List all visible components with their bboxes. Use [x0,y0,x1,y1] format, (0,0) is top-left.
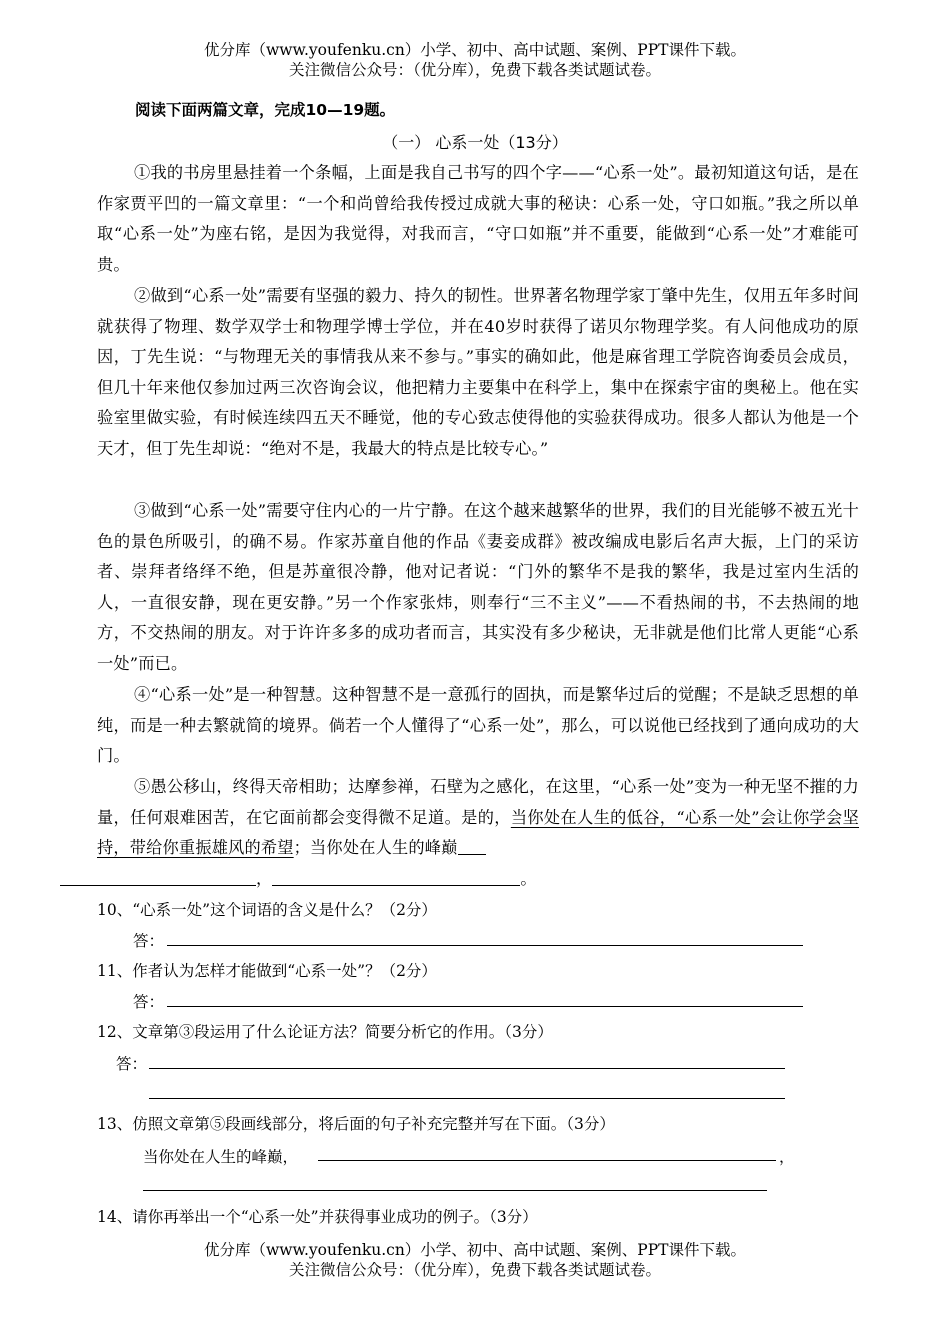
answer-label-10: 答： [133,932,165,950]
footer-line-2: 关注微信公众号：（优分库），免费下载各类试题试卷。 [288,1261,661,1279]
answer-line-13a[interactable] [318,1160,776,1161]
paragraph-3: ③做到“心系一处”需要守住内心的一片宁静。在这个越来越繁华的世界，我们的目光能够不被五光十色的景色所吸引，的确不易。作家苏童自他的作品《妻妾成群》被改编成电影后名声大振，上门的采访者、崇拜者络绎不绝，但是苏童很冷静，他对记者说：“门外的繁华不是我的繁华，我是过室内生活的人，一直很安静，现在更安静。”另一个作家张炜，则奉行“三不主义”——不看热闹的书，不去热闹的地方，不交热闹的朋友。对于许许多多的成功者而言，其实没有多少秘诀，无非就是他们比常人更能“心系一处”而已。 [97,501,859,673]
answer-label-12: 答： [116,1055,148,1073]
answer-line-13b[interactable] [143,1190,767,1191]
answer-line-11[interactable] [167,1006,803,1007]
answer-line-10[interactable] [167,945,803,946]
header-line-2: 关注微信公众号：（优分库），免费下载各类试题试卷。 [288,61,661,79]
question-14: 14、请你再举出一个“心系一处”并获得事业成功的例子。（3分） [97,1208,538,1226]
paragraph-5-tail: ；当你处在人生的峰巅 [293,838,458,858]
fill-blank-1[interactable] [458,838,486,855]
reading-instruction: 阅读下面两篇文章，完成10—19题。 [135,101,396,119]
paragraph-5-text: ⑤愚公移山，终得天帝相助；达摩参禅，石壁为之感化，在这里，“心系一处”变为一种无坚不摧的力量，任何艰难困苦，在它面前都会变得微不足道。是的， [97,777,859,827]
answer-line-12b[interactable] [149,1098,785,1099]
section-title: （一） 心系一处（13分） [382,133,568,152]
answer-line-12a[interactable] [149,1068,785,1069]
fill-blank-2[interactable] [60,869,256,886]
paragraph-1: ①我的书房里悬挂着一个条幅，上面是我自己书写的四个字——“心系一处”。最初知道这句话，是在作家贾平凹的一篇文章里：“一个和尚曾给我传授过成就大事的秘诀：心系一处，守口如瓶。”我之所以单取“心系一处”为座右铭，是因为我觉得，对我而言，“守口如瓶”并不重要，能做到“心系一处”才难能可贵。 [97,163,859,274]
paragraph-2: ②做到“心系一处”需要有坚强的毅力、持久的韧性。世界著名物理学家丁肇中先生，仅用五年多时间就获得了物理、数学双学士和物理学博士学位，并在40岁时获得了诺贝尔物理学奖。有人问他成功的原因，丁先生说：“与物理无关的事情我从来不参与。”事实的确如此，他是麻省理工学院咨询委员会成员，但几十年来他仅参加过两三次咨询会议，他把精力主要集中在科学上，集中在探索宇宙的奥秘上。他在实验室里做实验，有时候连续四五天不睡觉，他的专心致志使得他的实验获得成功。很多人都认为他是一个天才，但丁先生却说：“绝对不是，我最大的特点是比较专心。” [97,286,859,458]
blank-end-period: 。 [520,868,537,888]
question-11: 11、作者认为怎样才能做到“心系一处”？（2分） [97,962,437,980]
footer-line-1: 优分库（www.youfenku.cn）小学、初中、高中试题、案例、PPT课件下载。 [203,1241,747,1259]
header-line-1: 优分库（www.youfenku.cn）小学、初中、高中试题、案例、PPT课件下载。 [203,41,747,59]
question-13-prompt: 当你处在人生的峰巅， [143,1148,299,1166]
answer-label-11: 答： [133,993,165,1011]
question-10: 10、“心系一处”这个词语的含义是什么？（2分） [97,901,437,919]
paragraph-5 [97,772,859,894]
blank-separator-comma: ， [256,868,273,888]
question-13: 13、仿照文章第⑤段画线部分，将后面的句子补充完整并写在下面。（3分） [97,1115,615,1133]
paragraph-4: ④“心系一处”是一种智慧。这种智慧不是一意孤行的固执，而是繁华过后的觉醒；不是缺乏思想的单纯，而是一种去繁就简的境界。倘若一个人懂得了“心系一处”，那么，可以说他已经找到了通向成功的大门。 [97,685,859,766]
fill-blank-3[interactable] [272,869,520,886]
question-13-comma: ， [779,1148,795,1166]
question-12: 12、文章第③段运用了什么论证方法？简要分析它的作用。（3分） [97,1023,553,1041]
underlined-sentence: 当你处在人生的低谷，“心系一处”会让你学会坚持，带给你重振雄风的希望 [97,807,860,858]
